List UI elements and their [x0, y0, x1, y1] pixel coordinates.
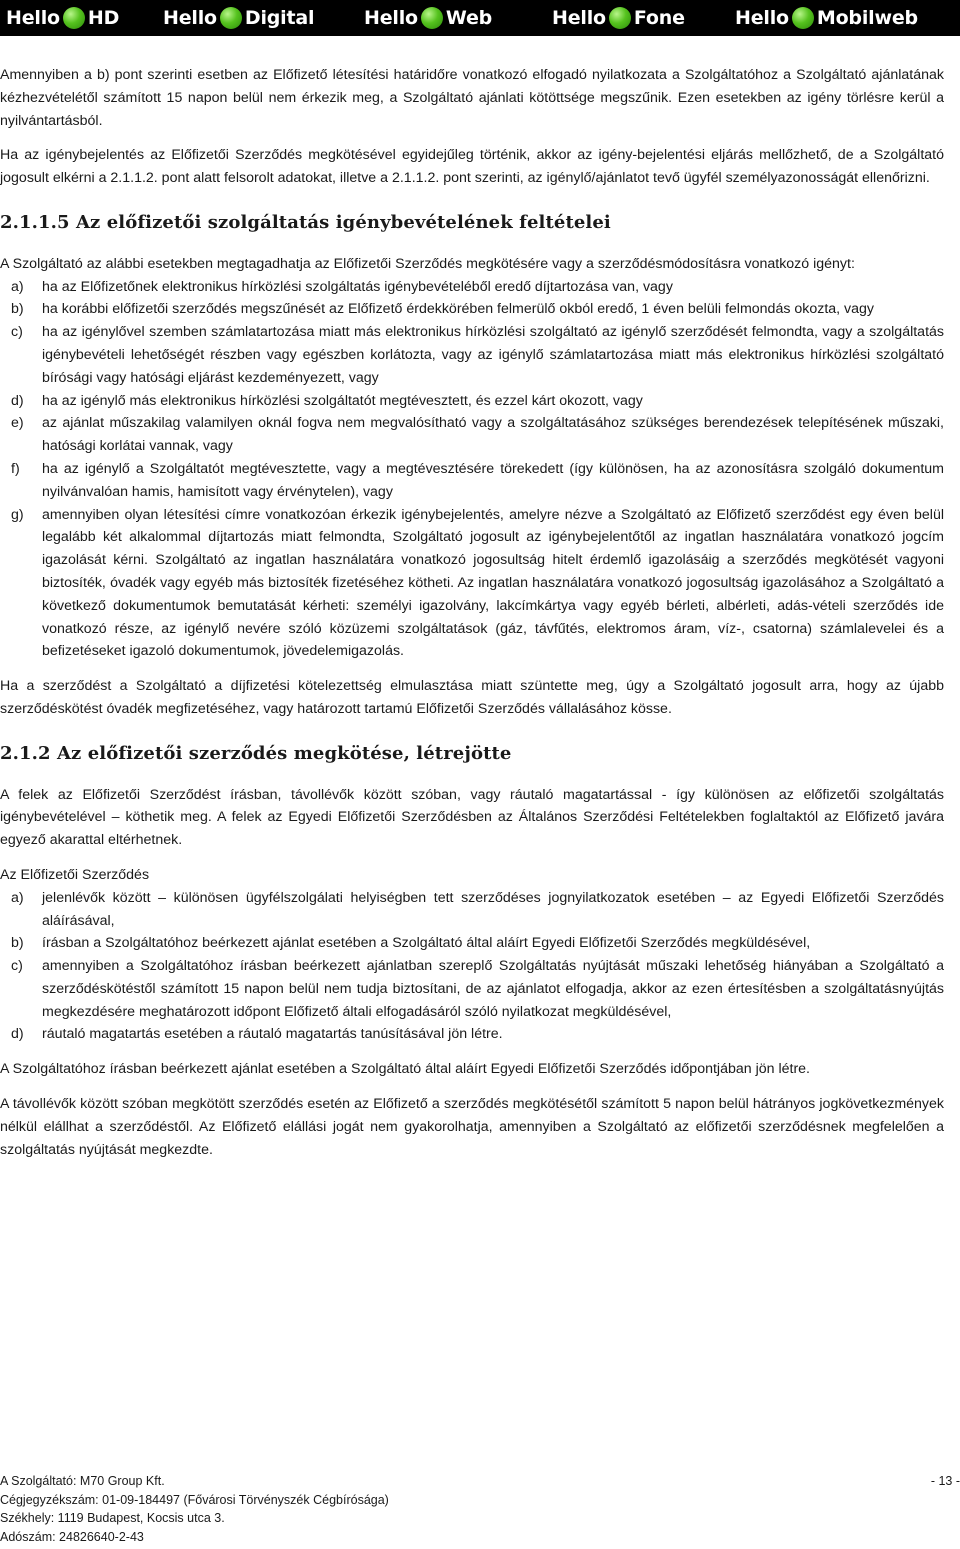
document-body — [0, 64, 944, 1173]
brand-header-bar — [0, 0, 960, 36]
brand-hello-digital — [163, 4, 314, 32]
brand-hello-fone — [552, 4, 685, 32]
brand-hello-hd — [6, 4, 119, 32]
paragraph: A felek az Előfizetői Szerződést írásban, távollévők között szóban, vagy ráutaló magatartással - így különösen az előfizetői szolgáltatás igénybevételével – köthetik meg. A felek az Egyedi Előfizetői Szerződésben az Általános Szerződési Feltételekben foglaltaktól az Előfizető javára egyező akarattal eltérhetnek. — [0, 786, 944, 849]
list-label: a) — [11, 889, 24, 906]
list-label: c) — [11, 958, 23, 975]
paragraph: Az Előfizetői Szerződés — [0, 866, 150, 883]
list-item — [0, 276, 944, 299]
list-item — [0, 321, 944, 389]
paragraph: Amennyiben a b) pont szerinti esetben az Előfizető létesítési határidőre vonatkozó elfogadó nyilatkozata a Szolgáltatóhoz a Szolgáltató ajánlatának kézhezvételétől számított 15 napon belül nem érkezik meg, a Szolgáltató ajánlati kötöttsége megszűnik. Ezen esetekben az igény törlésre kerül a nyilvántartásból. — [0, 67, 944, 129]
refusal-conditions-list — [0, 276, 944, 664]
list-label: b) — [11, 301, 24, 318]
list-item — [0, 504, 944, 664]
list-item — [0, 412, 944, 458]
green-o-logo-icon — [421, 7, 443, 29]
paragraph: A távollévők között szóban megkötött szerződés esetén az Előfizető a szerződés megkötésétől számított 5 napon belül hátrányos jogkövetkezmények nélkül elállhat a szerződéstől. Az Előfizető elállási jogát nem gyakorolhatja, amennyiben a Szolgáltató az előfizetői szerződésnek megfelelően a szolgáltatás nyújtását megkezdte. — [0, 1096, 944, 1158]
list-label: b) — [11, 935, 24, 952]
list-label: f) — [11, 460, 20, 477]
page-footer — [0, 1472, 960, 1546]
brand-hello-web — [364, 4, 492, 32]
list-text: ráutaló magatartás esetében a ráutaló magatartás tanúsításával jön létre. — [42, 1026, 503, 1043]
list-item — [0, 298, 944, 321]
brand-word: Hello — [552, 7, 606, 29]
list-item — [0, 932, 944, 955]
brand-word: Hello — [364, 7, 418, 29]
brand-word: Hello — [6, 7, 60, 29]
list-item — [0, 390, 944, 413]
brand-word: Digital — [244, 7, 315, 29]
brand-word: Web — [445, 7, 493, 29]
list-label: g) — [11, 506, 24, 523]
list-text: amennyiben a Szolgáltatóhoz írásban beérkezett ajánlatban szereplő Szolgáltatás nyújtását műszaki lehetőség hiányában a Szolgáltató a szerződéskötéstől számított 15 napon belül nem tudja biztosítani, de az ajánlatot elfogadja, akkor az ezen értesítésben a szolgáltatásnyújtás megkezdésére meghatározott időpont Előfizető általi elfogadásáról szóló nyilatkozat megküldésével, — [42, 958, 944, 1020]
section-heading: 2.1.2 Az előfizetői szerződés megkötése, létrejötte — [0, 742, 512, 764]
brand-hello-mobilweb — [735, 4, 918, 32]
footer-company: A Szolgáltató: M70 Group Kft. — [0, 1474, 165, 1488]
list-text: ha az igénylővel szemben számlatartozása miatt más elektronikus hírközlési szolgáltató az igénylő szerződését felmondta, vagy a szolgáltatás igénybevételi lehetőségét részben vagy egészben korlátozta, vagy az igénylő számlatartozása miatt más elektronikus hírközlési szolgáltató bírósági vagy hatósági eljárást kezdeményezett, vagy — [42, 324, 944, 386]
paragraph: A Szolgáltatóhoz írásban beérkezett ajánlat esetében a Szolgáltató által aláírt Egyedi Előfizetői Szerződés időpontjában jön létre. — [0, 1061, 810, 1078]
page-number: - 13 - — [930, 1474, 960, 1488]
green-o-logo-icon — [792, 7, 814, 29]
list-label: d) — [11, 392, 24, 409]
list-item — [0, 887, 944, 933]
green-o-logo-icon — [63, 7, 85, 29]
paragraph: Ha a szerződést a Szolgáltató a díjfizetési kötelezettség elmulasztása miatt szüntette meg, úgy a Szolgáltató jogosult arra, hogy az újabb szerződéskötést óvadék megfizetéséhez, vagy határozott tartamú Előfizetői Szerződés vállalásához kösse. — [0, 678, 944, 717]
footer-registration: Cégjegyzékszám: 01-09-184497 (Fővárosi Törvényszék Cégbírósága) — [0, 1492, 389, 1507]
list-item — [0, 458, 944, 504]
contract-formation-list — [0, 887, 944, 1047]
list-label: c) — [11, 324, 23, 341]
brand-word: Fone — [633, 7, 685, 29]
green-o-logo-icon — [220, 7, 242, 29]
paragraph: A Szolgáltató az alábbi esetekben megtagadhatja az Előfizetői Szerződés megkötésére vagy a szerződésmódosításra vonatkozó igényt: — [0, 255, 855, 272]
section-heading: 2.1.1.5 Az előfizetői szolgáltatás igénybevételének feltételei — [0, 211, 611, 233]
footer-tax-number: Adószám: 24826640-2-43 — [0, 1529, 144, 1544]
green-o-logo-icon — [609, 7, 631, 29]
paragraph: Ha az igénybejelentés az Előfizetői Szerződés megkötésével egyidejűleg történik, akkor az igény-bejelentési eljárás mellőzhető, de a Szolgáltató jogosult elkérni a 2.1.1.2. pont alatt felsorolt adatokat, illetve a 2.1.1.2. pont szerinti, az igénylő/ajánlatot tevő ügyfél személyazonosságát ellenőrizni. — [0, 147, 944, 187]
list-text: ha az igénylő a Szolgáltatót megtévesztette, vagy a megtévesztésére törekedett (így különösen, ha az azonosításra szolgáló dokumentum nyilvánvalóan hamis, hamisított vagy érvénytelen), vagy — [42, 460, 944, 500]
list-label: a) — [11, 278, 24, 295]
brand-word: Hello — [163, 7, 217, 29]
list-item — [0, 955, 944, 1023]
list-text: írásban a Szolgáltatóhoz beérkezett ajánlat esetében a Szolgáltató által aláírt Egyedi Előfizetői Szerződés megküldésével, — [42, 935, 811, 952]
list-text: az ajánlat műszakilag valamilyen oknál fogva nem megvalósítható vagy a szolgáltatásához szükséges berendezések telepítésének műszaki, hatósági korlátai vannak, vagy — [42, 415, 944, 455]
list-text: ha az Előfizetőnek elektronikus hírközlési szolgáltatás igénybevételéből eredő díjtartozása van, vagy — [42, 278, 673, 295]
list-text: jelenlévők között – különösen ügyfélszolgálati helyiségben tett szerződéses jognyilatkozatok esetében – az Egyedi Előfizetői Szerződés aláírásával, — [42, 889, 944, 929]
list-text: ha az igénylő más elektronikus hírközlési szolgáltatót megtévesztett, és ezzel kárt okozott, vagy — [42, 392, 643, 409]
brand-word: HD — [87, 7, 120, 29]
list-text: amennyiben olyan létesítési címre vonatkozóan érkezik igénybejelentés, amelyre nézve a Szolgáltató az Előfizető szerződést egy éven belül legalább két alkalommal díjtartozás miatt felmondta, Szolgáltató jogosult az igénybejelentőtől az ingatlan használatára vonatkozó jogcím igazolását kérni. Szolgáltató az ingatlan használatára vonatkozó jogosultság hitelt érdemlő igazolásáig a szerződés megkötését vagyoni biztosíték, óvadék vagy egyéb más biztosíték fizetéséhez kötheti. Az ingatlan használatára vonatkozó jogosultság igazolásához a Szolgáltató a következő dokumentumok bemutatását kérheti: személyi igazolvány, lakcímkártya vagy egyéb bérleti, albérleti, adás-vételi szerződés ide vonatkozó része, az igénylő nevére szóló közüzemi szolgáltatások (gáz, távfűtés, elektromos áram, víz-, csatorna) számlalevelei és a befizetéseket igazoló dokumentumok, jövedelemigazolás. — [42, 506, 944, 660]
brand-word: Hello — [735, 7, 789, 29]
list-item — [0, 1023, 944, 1046]
brand-word: Mobilweb — [816, 7, 918, 29]
list-label: d) — [11, 1026, 24, 1043]
footer-address: Székhely: 1119 Budapest, Kocsis utca 3. — [0, 1511, 225, 1525]
list-label: e) — [11, 415, 24, 432]
list-text: ha korábbi előfizetői szerződés megszűnését az Előfizető érdekkörében felmerülő okból eredő, 1 éven belüli felmondás okozta, vagy — [42, 301, 875, 318]
